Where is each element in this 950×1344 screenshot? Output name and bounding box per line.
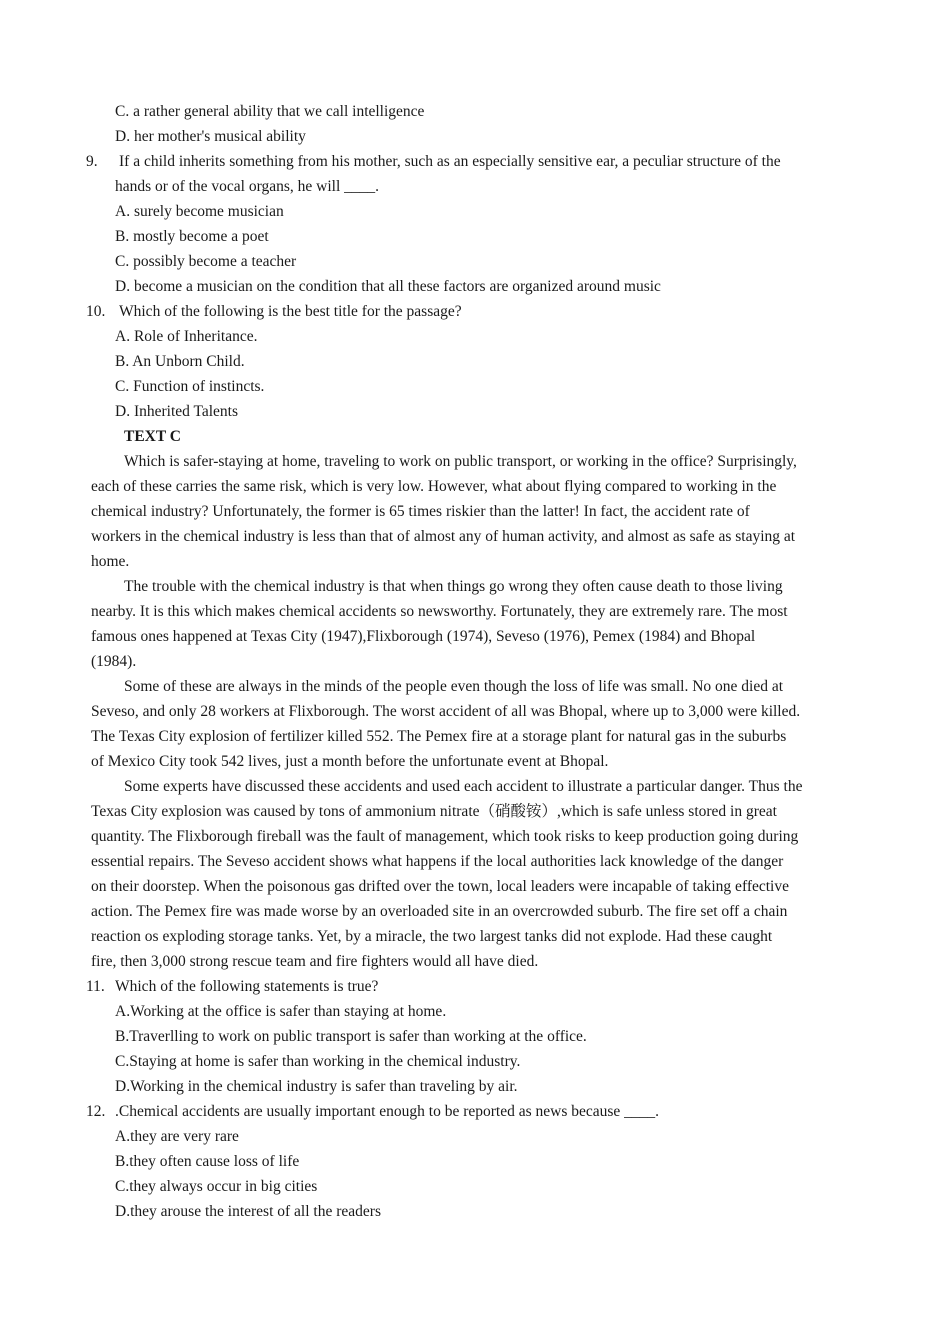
q9-option-c: C. possibly become a teacher: [115, 253, 297, 270]
q11-option-a: A.Working at the office is safer than staying at home.: [115, 1003, 447, 1020]
text-c-p3-line: of Mexico City took 542 lives, just a month before the unfortunate event at Bhopal.: [91, 753, 609, 770]
text-c-heading: TEXT C: [124, 428, 181, 445]
text-c-p4-line: fire, then 3,000 strong rescue team and fire fighters would all have died.: [91, 953, 539, 970]
text-c-p2-line: The trouble with the chemical industry is that when things go wrong they often cause death to those living: [124, 578, 783, 595]
q11-option-c: C.Staying at home is safer than working in the chemical industry.: [115, 1053, 521, 1070]
q12-option-a: A.they are very rare: [115, 1128, 239, 1145]
text-c-p2-line: nearby. It is this which makes chemical accidents so newsworthy. Fortunately, they are extremely rare. The most: [91, 603, 788, 620]
q11-option-d: D.Working in the chemical industry is safer than traveling by air.: [115, 1078, 518, 1095]
text-c-p4-line: on their doorstep. When the poisonous gas drifted over the town, local leaders were incapable of taking effective: [91, 878, 789, 895]
text-c-p1-line: chemical industry? Unfortunately, the former is 65 times riskier than the latter! In fact, the accident rate of: [91, 503, 750, 520]
text-c-p4-line: Texas City explosion was caused by tons of ammonium nitrate（硝酸铵）,which is safe unless stored in great: [91, 803, 777, 820]
q9-option-a: A. surely become musician: [115, 203, 284, 220]
q10-option-d: D. Inherited Talents: [115, 403, 239, 420]
q10-option-b: B. An Unborn Child.: [115, 353, 245, 370]
text-c-p3-line: Seveso, and only 28 workers at Flixborough. The worst accident of all was Bhopal, where up to 3,000 were killed.: [91, 703, 801, 720]
text-c-p4-line: action. The Pemex fire was made worse by an overloaded site in an overcrowded suburb. The fire set off a chain: [91, 903, 788, 920]
q9-stem-line2: hands or of the vocal organs, he will ____.: [115, 178, 380, 195]
q9-number: 9.: [86, 153, 98, 170]
q12-option-c: C.they always occur in big cities: [115, 1178, 318, 1195]
q12-stem: .Chemical accidents are usually important enough to be reported as news because ____.: [115, 1103, 660, 1120]
q12-number: 12.: [86, 1103, 106, 1120]
q11-option-b: B.Traverlling to work on public transport is safer than working at the office.: [115, 1028, 587, 1045]
text-c-p1-line: Which is safer-staying at home, traveling to work on public transport, or working in the office? Surprisingly,: [124, 453, 797, 470]
q11-stem: Which of the following statements is true?: [115, 978, 379, 995]
q10-number: 10.: [86, 303, 106, 320]
text-c-p4-line: reaction os exploding storage tanks. Yet, by a miracle, the two largest tanks did not explode. Had these caught: [91, 928, 773, 945]
text-c-p1-line: workers in the chemical industry is less than that of almost any of human activity, and almost as safe as staying at: [91, 528, 796, 545]
text-c-p4-line: Some experts have discussed these accidents and used each accident to illustrate a particular danger. Thus the: [124, 778, 803, 795]
q10-option-a: A. Role of Inheritance.: [115, 328, 258, 345]
text-c-p1-line: each of these carries the same risk, which is very low. However, what about flying compared to working in the: [91, 478, 777, 495]
text-c-p3-line: Some of these are always in the minds of the people even though the loss of life was small. No one died at: [124, 678, 784, 695]
q8-option-d: D. her mother's musical ability: [115, 128, 306, 145]
q9-option-b: B. mostly become a poet: [115, 228, 269, 245]
q9-stem-line1: If a child inherits something from his mother, such as an especially sensitive ear, a peculiar structure of the: [119, 153, 781, 170]
q10-stem: Which of the following is the best title for the passage?: [119, 303, 462, 320]
q12-option-d: D.they arouse the interest of all the readers: [115, 1203, 381, 1220]
text-c-p2-line: famous ones happened at Texas City (1947),Flixborough (1974), Seveso (1976), Pemex (1984) and Bhopal: [91, 628, 756, 645]
q12-option-b: B.they often cause loss of life: [115, 1153, 300, 1170]
q8-option-c: C. a rather general ability that we call intelligence: [115, 103, 425, 120]
text-c-p4-line: quantity. The Flixborough fireball was the fault of management, which took risks to keep production going during: [91, 828, 799, 845]
text-c-p3-line: The Texas City explosion of fertilizer killed 552. The Pemex fire at a storage plant for natural gas in the suburbs: [91, 728, 787, 745]
q10-option-c: C. Function of instincts.: [115, 378, 265, 395]
text-c-p1-line: home.: [91, 553, 130, 570]
q11-number: 11.: [86, 978, 105, 995]
q9-option-d: D. become a musician on the condition that all these factors are organized around music: [115, 278, 661, 295]
text-c-p2-line: (1984).: [91, 653, 137, 670]
text-c-p4-line: essential repairs. The Seveso accident shows what happens if the local authorities lack knowledge of the danger: [91, 853, 784, 870]
